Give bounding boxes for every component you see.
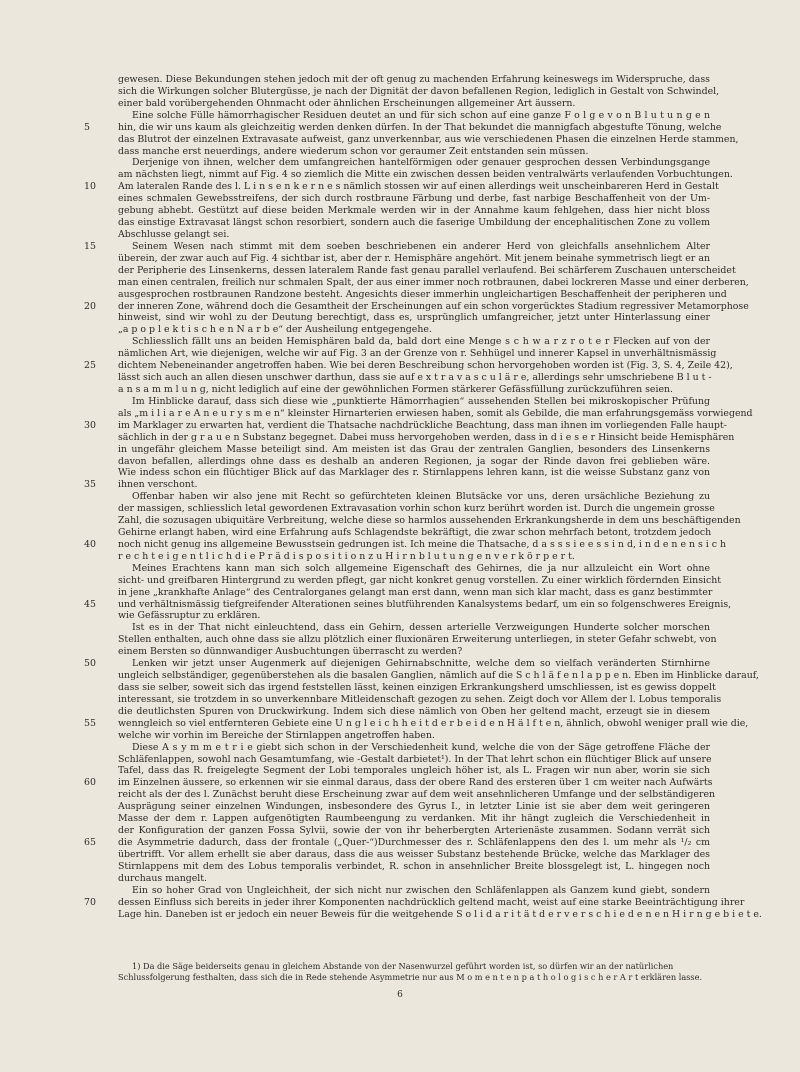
line-text: ihnen verschont. <box>118 479 198 491</box>
line-number: 30 <box>84 419 96 431</box>
text-line <box>118 586 713 599</box>
text-line <box>84 360 733 372</box>
text-line <box>118 146 710 158</box>
line-text: der massigen, schliesslich letal gewordenen Extravasation vorhin schon kurz berührt worden ist. Durch die ungemein grosse <box>118 503 715 515</box>
line-text: eines schmalen Gewebsstreifens, der sich durch rostbraune Färbung und derbe, fast narbige Beschaffenheit von der Um- <box>118 193 710 205</box>
text-line <box>118 693 722 706</box>
line-text: Schliesslich fällt uns an beiden Hemisphären bald da, bald dort eine Menge s c h w a r z r o t e r Flecken auf von der <box>132 336 710 348</box>
line-text: am nächsten liegt, nimmt auf Fig. 4 so ziemlich die Mitte ein zwischen dessen beiden ventralwärts verlaufenden Vorbuchtungen. <box>118 169 733 181</box>
line-text: interessant, sie trotzdem in so unverkennbare Mitleidenschaft gezogen zu sehen. Zeigt doch vor Allem der l. Lobus temporalis <box>118 693 722 705</box>
line-number: 15 <box>84 240 96 252</box>
body-text <box>84 74 762 920</box>
line-text: dichtem Nebeneinander angetroffen haben. Wie bei deren Beschreibung schon hervorgehoben worden ist (Fig. 3, S. 4, Zeile 42), <box>118 360 733 372</box>
text-line <box>84 538 727 551</box>
line-text: Eine solche Fülle hämorrhagischer Residuen deutet an und für sich schon auf eine ganze F o l g e v o n B l u t u n g e n <box>132 109 710 121</box>
footnote-line: 1) Da die Säge beiderseits genau in gleichem Abstande von der Nasenwurzel geführt worden ist, so dürfen wir an der natürlichen <box>132 961 674 971</box>
text-line <box>118 754 710 766</box>
line-text: Tafel, dass das R. freigelegte Segment der Lobi temporales ungleich höher ist, als L. Fragen wir nun aber, worin sie sich <box>118 765 710 777</box>
line-text: Stirnlappens mit dem des Lobus temporalis verbindet, R. schon in ansehnlicher Breite blossgelegt ist, L. hingegen noch <box>118 860 710 872</box>
text-line <box>118 873 710 885</box>
text-line <box>118 98 710 110</box>
text-line <box>84 240 710 253</box>
text-line <box>118 85 720 98</box>
line-text: „a p o p l e k t i s c h e n N a r b e“ der Ausheilung entgegengehe. <box>118 324 432 336</box>
text-line <box>118 336 710 348</box>
text-line <box>84 479 710 491</box>
line-text: Ein so hoher Grad von Ungleichheit, der sich nicht nur zwischen den Schläfenlappen als Ganzem kund giebt, sondern <box>132 884 710 896</box>
line-text: lässt sich auch an allen diesen unschwer darthun, dass sie auf e x t r a v a s c u l ä r e, allerdings sehr umschriebene B l u t - <box>118 372 712 384</box>
line-text: in jene „krankhafte Anlage“ des Centralorganes gelangt man erst dann, wenn man sich klar macht, dass es ganz bestimmter <box>118 586 713 598</box>
line-text: reicht als der des l. Zunächst beruht diese Erscheinung zwar auf dem weit ansehnlicheren Umfange und der selbständigeren <box>118 789 716 801</box>
text-line <box>118 885 710 897</box>
text-line <box>118 634 717 646</box>
line-text: Im Hinblicke darauf, dass sich diese wie „punktierte Hämorrhagien“ aussehenden Stellen bei mikroskopischer Prüfung <box>132 395 710 407</box>
line-text: dass sie selber, soweit sich das irgend feststellen lässt, keinen einzigen Erkrankungsherd umschliessen, ist es gewiss doppelt <box>118 682 716 694</box>
line-number: 45 <box>84 598 96 610</box>
line-text: hinweist, sind wir wohl zu der Deutung berechtigt, dass es, ursprünglich umfangreicher, jetzt unter Hinterlassung einer <box>118 312 710 324</box>
line-text: der Peripherie des Linsenkerns, dessen lateralem Rande fast genau parallel verlaufend. Bei schärferem Zuschauen unterscheidet <box>118 264 736 276</box>
text-line <box>118 503 715 515</box>
line-text: wie Gefässruptur zu erklären. <box>118 610 261 622</box>
text-line <box>118 801 710 813</box>
line-text: das einstige Extravasat längst schon resorbiert, sondern auch die faserige Umbildung der encephalitischen Zone zu vollem <box>118 217 710 229</box>
text-line <box>118 515 741 527</box>
text-line <box>84 121 722 134</box>
text-line <box>84 896 745 909</box>
text-line <box>118 229 710 241</box>
text-line <box>118 730 710 742</box>
line-text: davon befallen, allerdings ohne dass es deshalb an anderen Regionen, ja sogar der Rinde davon frei geblieben wäre. <box>118 455 710 467</box>
line-text: das Blutrot der einzelnen Extravasate aufweist, ganz unverkennbar, aus wie verschiedenen Phasen die einzelnen Herde stammen, <box>118 133 739 145</box>
text-line <box>118 670 759 682</box>
text-line <box>118 193 710 205</box>
text-line <box>118 849 710 861</box>
text-line <box>118 264 736 277</box>
line-text: einer bald vorübergehenden Ohnmacht oder ähnlichen Erscheinungen allgemeiner Art äussern. <box>118 97 576 109</box>
line-text: Gehirne erlangt haben, wird eine Erfahrung aufs Schlagendste bekräftigt, die zwar schon mehrfach betont, trotzdem jedoch <box>118 527 712 539</box>
text-line <box>118 431 735 444</box>
line-text: einem Bersten so dünnwandiger Ausbuchtungen überrascht zu werden? <box>118 646 463 658</box>
line-text: dass manche erst neuerdings, andere wiederum schon vor geraumer Zeit entstanden sein müssen. <box>118 145 589 157</box>
text-line <box>118 384 710 396</box>
text-line <box>118 563 710 575</box>
line-text: der inneren Zone, während doch die Gesamtheit der Erscheinungen auf ein schon vorgerücktes Stadium regressiver Metamorphose <box>118 300 749 312</box>
text-line <box>118 765 710 777</box>
line-text: durchaus mangelt. <box>118 872 208 884</box>
line-text: ausgesprochen rostbraunen Randzone besteht. Angesichts dieser immerhin ungleichartigen Beschaffenheit der peripheren und <box>118 288 727 300</box>
text-line <box>118 682 716 694</box>
line-number: 65 <box>84 837 96 848</box>
line-number: 50 <box>84 658 96 670</box>
text-line <box>118 646 710 658</box>
text-line <box>84 300 749 313</box>
line-text: und verhältnismässig tiefgreifender Alterationen seines blutführenden Kanalsystems bedarf, um ein so folgenschweres Ereignis, <box>118 598 732 610</box>
text-line <box>118 622 710 634</box>
text-line <box>84 717 749 730</box>
line-text: Am lateralen Rande des l. L i n s e n k e r n e s nämlich stossen wir auf einen allerdings weit unscheinbareren Herd in Gestalt <box>118 181 719 193</box>
line-text: als „m i l i a r e A n e u r y s m e n“ kleinster Hirnarterien erwiesen haben, somit als Gebilde, die man erfahrungsgemäss vorwiegend <box>118 407 753 419</box>
line-text: Ist es in der That nicht einleuchtend, dass ein Gehirn, dessen arterielle Verzweigungen Hunderte solcher morschen <box>132 622 710 634</box>
text-line <box>118 276 749 289</box>
line-text: Masse der dem r. Lappen aufgenötigten Raumbeengung zu verdanken. Mit ihr hängt zugleich die Verschiedenheit in <box>118 813 710 825</box>
line-text: dessen Einfluss sich bereits in jeder ihrer Komponenten nachdrücklich geltend macht, weist auf eine starke Beeinträchtigung ihrer <box>118 896 745 908</box>
text-line <box>118 610 710 622</box>
line-text: Wie indess schon ein flüchtiger Blick auf das Marklager des r. Stirnlappens lehren kann, ist die weisse Substanz ganz von <box>118 467 710 479</box>
text-line <box>118 348 717 360</box>
text-line <box>118 527 710 539</box>
text-line <box>118 825 710 837</box>
line-text: a n s a m m l u n g, nicht lediglich auf eine der gewöhnlichen Formen stärkerer Gefässfüllung zurückzuführen seien. <box>118 383 674 395</box>
line-text: im Marklager zu erwarten hat, verdient die Thatsache nachdrückliche Beachtung, dass man ihnen im vorliegenden Falle haupt- <box>118 419 727 431</box>
line-number: 70 <box>84 896 96 908</box>
line-text: hin, die wir uns kaum als gleichzeitig werden denken dürfen. In der That bekundet die mannigfach abgestufte Tönung, welche <box>118 121 722 133</box>
text-line <box>118 110 710 122</box>
text-line <box>118 908 762 921</box>
page-number: 6 <box>397 990 403 1000</box>
text-line <box>118 706 710 718</box>
line-number: 25 <box>84 360 96 372</box>
line-text: Lage hin. Daneben ist er jedoch ein neuer Beweis für die weitgehende S o l i d a r i t ä t d e r v e r s c h i e d e n e n H i r n g e b i e t e. <box>118 908 762 920</box>
text-line <box>118 253 710 265</box>
line-text: sich die Wirkungen solcher Blutergüsse, je nach der Dignität der davon befallenen Region, lediglich in Gestalt von Schwindel, <box>118 85 720 97</box>
line-text: gewesen. Diese Bekundungen stehen jedoch mit der oft genug zu machenden Erfahrung keineswegs im Widerspruche, dass <box>118 74 710 85</box>
line-text: man einen centralen, freilich nur schmalen Spalt, der aus einer immer noch rotbraunen, dabei lockreren Masse und einer derberen, <box>118 276 749 288</box>
text-line <box>118 467 710 479</box>
footnotes <box>118 961 710 983</box>
line-number: 60 <box>84 777 96 789</box>
line-text: Seinem Wesen nach stimmt mit dem soeben beschriebenen ein anderer Herd von gleichfalls ansehnlichem Alter <box>132 240 710 252</box>
text-line <box>84 777 713 789</box>
line-text: Zahl, die sozusagen ubiquitäre Verbreitung, welche diese so harmlos aussehenden Erkrankungsherde in dem uns beschäftigenden <box>118 515 741 527</box>
line-text: nämlichen Art, wie diejenigen, welche wir auf Fig. 3 an der Grenze von r. Sehhügel und innerer Kapsel in unverhältnismässig <box>118 348 717 360</box>
text-line <box>118 157 710 169</box>
line-text: wenngleich so viel entfernteren Gebiete eine U n g l e i c h h e i t d e r b e i d e n H ä l f t e n, ähnlich, obwohl weniger prall wie die, <box>118 717 749 729</box>
text-line <box>118 74 710 86</box>
line-text: überein, der zwar auch auf Fig. 4 sichtbar ist, aber der r. Hemisphäre angehört. Mit jenem beinahe symmetrisch liegt er an <box>118 252 710 264</box>
text-line <box>84 598 732 611</box>
line-text: Abschlusse gelangt sei. <box>118 228 230 240</box>
line-text: ungleich selbständiger, gegenüberstehen als die basalen Ganglien, nämlich auf die S c h l ä f e n l a p p e n. Eben im Hinblicke darauf, <box>118 670 759 682</box>
line-number: 10 <box>84 181 96 193</box>
text-line <box>118 169 733 181</box>
text-line <box>118 742 710 754</box>
text-line <box>118 813 710 825</box>
text-line <box>118 324 710 336</box>
line-text: Schläfenlappen, sowohl nach Gesamtumfang, wie -Gestalt darbietet¹). In der That lehrt schon ein flüchtiger Blick auf unsere <box>118 753 712 765</box>
line-text: Diese A s y m m e t r i e giebt sich schon in der Verschiedenheit kund, welche die von der Säge getroffene Fläche der <box>132 741 710 753</box>
text-line <box>84 837 710 849</box>
line-text: im Einzelnen äussere, so erkennen wir sie einmal daraus, dass der obere Rand des ersteren über 1 cm weiter nach Aufwärts <box>118 777 713 789</box>
text-line <box>84 658 710 670</box>
footnote-line: Schlussfolgerung festhalten, dass sich die in Rede stehende Asymmetrie nur aus M o m e n t e n p a t h o l o g i s c h e r A r t erklären lasse. <box>118 972 703 982</box>
line-number: 40 <box>84 538 96 550</box>
line-text: welche wir vorhin im Bereiche der Stirnlappen angetroffen haben. <box>118 729 435 741</box>
line-text: Stellen enthalten, auch ohne dass sie allzu plötzlich einer fluxionären Erweiterung unterliegen, in steter Gefahr schwebt, von <box>118 634 717 646</box>
text-line <box>118 574 722 587</box>
line-text: r e c h t e i g e n t l i c h d i e P r ä d i s p o s i t i o n z u H i r n b l u t u n g e n v e r k ö r p e r t. <box>118 550 575 562</box>
line-text: übertrifft. Vor allem erhellt sie aber daraus, dass die aus weisser Substanz bestehende Brücke, welche das Marklager des <box>118 848 710 860</box>
line-number: 55 <box>84 717 96 729</box>
text-line <box>118 217 710 229</box>
text-line <box>84 181 719 193</box>
text-line <box>118 456 710 468</box>
text-line <box>118 551 710 563</box>
text-line <box>118 396 710 408</box>
line-text: sicht- und greifbaren Hintergrund zu werden pflegt, gar nicht konkret genug vorstellen. Zu einer wirklich fördernden Einsicht <box>118 574 722 586</box>
line-text: sächlich in der g r a u e n Substanz begegnet. Dabei muss hervorgehoben werden, dass in d i e s e r Hinsicht beide Hemisphären <box>118 431 735 443</box>
line-text: Lenken wir jetzt unser Augenmerk auf diejenigen Gehirnabschnitte, welche dem so vielfach veränderten Stirnhirne <box>132 658 710 670</box>
line-text: Derjenige von ihnen, welcher dem umfangreichen hantelförmigen oder genauer gesprochen dessen Verbindungsgange <box>132 157 710 169</box>
line-text: Offenbar haben wir also jene mit Recht so gefürchteten kleinen Blutsäcke vor uns, deren ursächliche Beziehung zu <box>132 491 710 503</box>
line-number: 35 <box>84 479 96 491</box>
text-line <box>118 861 710 873</box>
line-text: in ungefähr gleichem Masse beteiligt sind. Am meisten ist das Grau der zentralen Ganglien, besonders des Linsenkerns <box>118 443 710 455</box>
line-text: die Asymmetrie dadurch, dass der frontale („Quer-“)Durchmesser des r. Schläfenlappens den des l. um mehr als ¹/₂ cm <box>118 837 710 848</box>
text-line <box>118 288 727 301</box>
line-text: die deutlichsten Spuren von Druckwirkung. Indem sich diese nämlich von Oben her geltend macht, erzeugt sie in diesem <box>118 705 710 717</box>
text-line <box>118 789 716 801</box>
line-text: Meines Erachtens kann man sich solch allgemeine Eigenschaft des Gehirnes, die ja nur allzuleicht ein Wort ohne <box>132 562 710 574</box>
line-text: gebung abhebt. Gestützt auf diese beiden Merkmale werden wir in der Annahme kaum fehlgehen, dass hier nicht bloss <box>118 205 710 217</box>
line-text: der Konfiguration der ganzen Fossa Sylvii, sowie der von ihr beherbergten Arterienäste zusammen. Sodann verrät sich <box>118 825 710 837</box>
text-line <box>118 444 710 456</box>
text-line <box>84 419 727 432</box>
text-line <box>118 205 710 217</box>
line-text: Ausprägung seiner einzelnen Windungen, insbesondere des Gyrus I., in letzter Linie ist sie aber dem weit geringeren <box>118 801 710 813</box>
text-line <box>118 407 753 420</box>
text-line <box>118 491 710 503</box>
text-line <box>118 133 739 146</box>
line-number: 5 <box>84 121 90 133</box>
line-number: 20 <box>84 300 96 312</box>
line-text: noch nicht genug ins allgemeine Bewusstsein gedrungen ist. Ich meine die Thatsache, d a s s s i e e s s i n d, i n d e n e n s i c h <box>118 538 727 550</box>
text-line <box>118 372 710 384</box>
text-line <box>118 312 710 324</box>
